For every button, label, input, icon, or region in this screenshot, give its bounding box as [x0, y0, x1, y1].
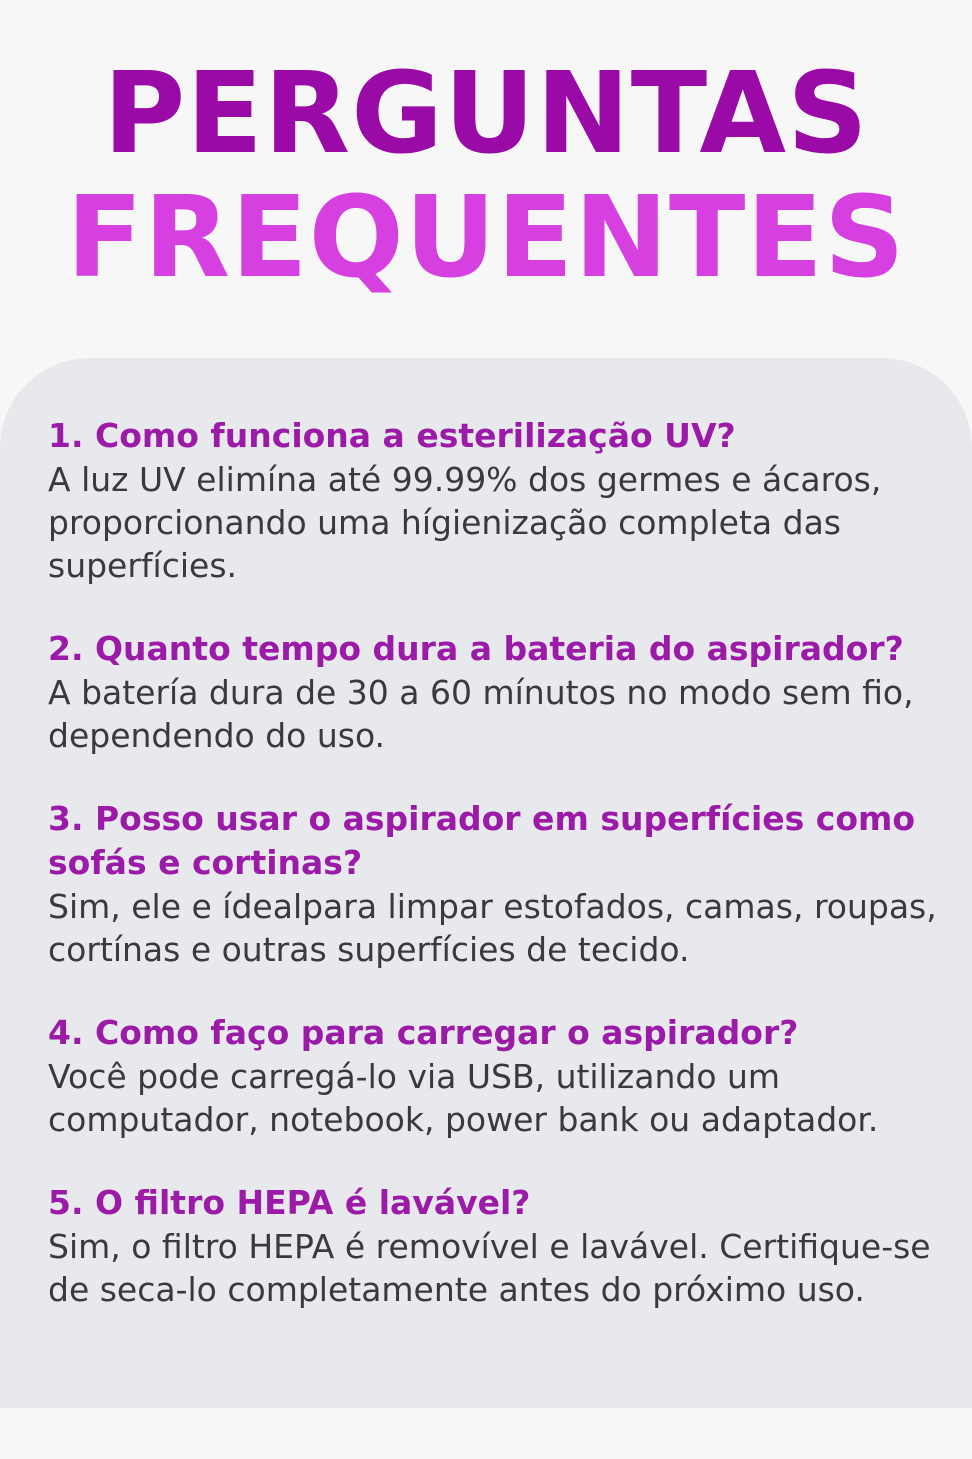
faq-answer: A batería dura de 30 a 60 mínutos no modo sem fio, dependendo do uso.	[48, 673, 914, 755]
faq-item-4	[48, 1011, 942, 1141]
faq-item-3	[48, 797, 942, 971]
faq-question: 4. Como faço para carregar o aspirador?	[48, 1013, 799, 1052]
faq-question: 2. Quanto tempo dura a bateria do aspirador?	[48, 629, 904, 668]
faq-item-1	[48, 414, 942, 587]
page-title-line-1: PERGUNTAS	[103, 49, 869, 179]
faq-item-2	[48, 627, 942, 757]
faq-answer: Sim, o filtro HEPA é removível e lavável. Certifique-se de seca-lo completamente antes do próximo uso.	[48, 1227, 931, 1309]
faq-answer: Sim, ele e ídealpara limpar estofados, camas, roupas, cortínas e outras superfícies de tecido.	[48, 887, 937, 969]
faq-item-5	[48, 1181, 942, 1311]
faq-card	[0, 358, 972, 1408]
faq-answer: A luz UV elimína até 99.99% dos germes e ácaros, proporcionando uma hígienização completa das superfícies.	[48, 460, 882, 585]
faq-question: 3. Posso usar o aspirador em superfícies como sofás e cortinas?	[48, 799, 916, 882]
faq-question: 1. Como funciona a esterilização UV?	[48, 416, 736, 455]
faq-question: 5. O filtro HEPA é lavável?	[48, 1183, 531, 1222]
page-title	[0, 49, 972, 303]
faq-answer: Você pode carregá-lo via USB, utilizando um computador, notebook, power bank ou adaptador.	[48, 1057, 879, 1139]
page-title-line-2: FREQUENTES	[66, 173, 906, 303]
